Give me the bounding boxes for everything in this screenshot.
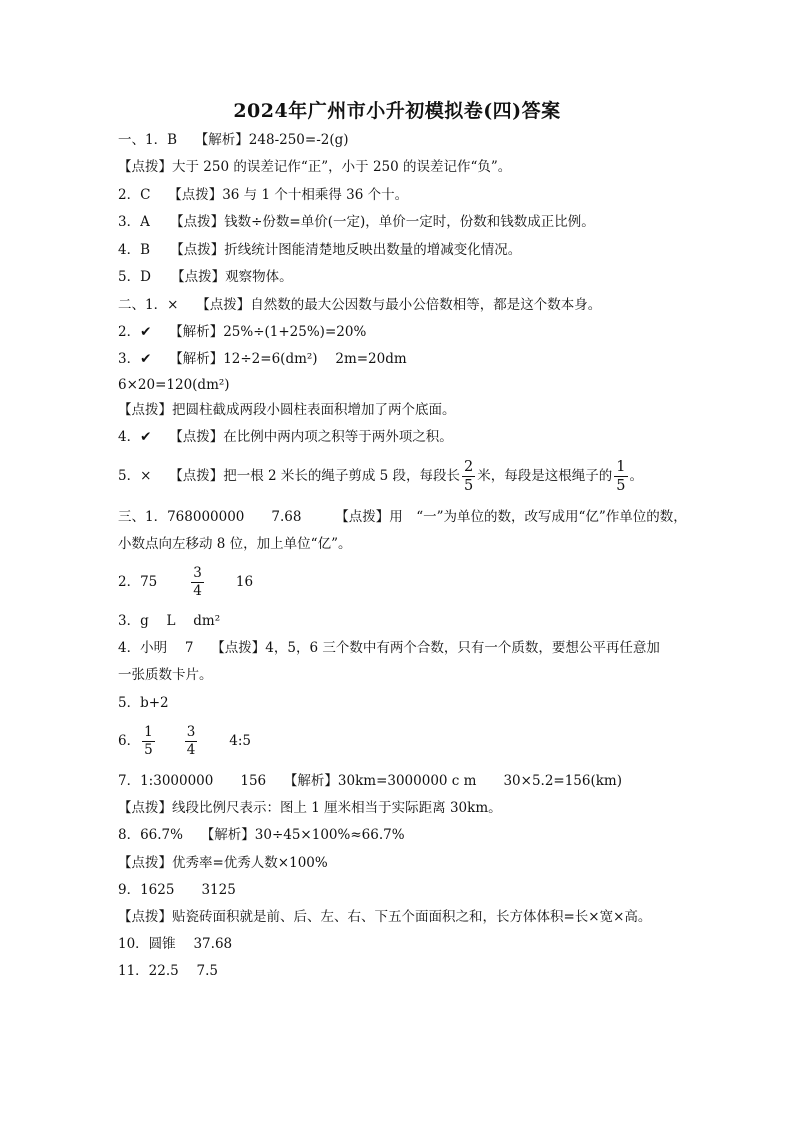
fraction-denominator: 4: [186, 742, 196, 758]
answer-line: 5．b+2: [118, 695, 169, 711]
page-title: 2024年广州市小升初模拟卷(四)答案: [233, 100, 561, 122]
answer-line: 一、1．B 【解析】248-250=-2(g): [118, 132, 349, 148]
line-text: 6．: [118, 733, 141, 749]
answer-line: 6×20=120(dm²): [118, 377, 230, 393]
fraction-numerator: 2: [464, 458, 474, 475]
answer-line: 2．✔ 【解析】25%÷(1+25%)=20%: [118, 324, 367, 340]
fraction: [462, 460, 475, 494]
answer-line: 8．66.7% 【解析】30÷45×100%≈66.7%: [118, 827, 405, 843]
line-text: 。: [629, 468, 644, 484]
answer-line: 【点拨】把圆柱截成两段小圆柱表面积增加了两个底面。: [118, 402, 456, 418]
line-text: 4:5: [229, 733, 252, 749]
fraction-denominator: 5: [144, 742, 153, 758]
line-text: 5．× 【点拨】把一根 2 米长的绳子剪成 5 段，每段长: [118, 468, 461, 484]
fraction: [191, 564, 204, 599]
answer-line: 9．1625 3125: [118, 882, 236, 898]
fraction-numerator: 3: [193, 564, 202, 581]
answer-line: 一张质数卡片。: [118, 667, 213, 683]
answer-line: 2．C 【点拨】36 与 1 个十相乘得 36 个十。: [118, 187, 409, 203]
line-text: 米，每段是这根绳子的: [477, 468, 613, 484]
answer-line: 3．A 【点拨】钱数÷份数=单价(一定)，单价一定时，份数和钱数成正比例。: [118, 214, 595, 230]
answer-line-with-fractions: [118, 558, 253, 606]
answer-line-with-fractions: [118, 716, 251, 766]
fraction: [142, 723, 155, 758]
fraction-denominator: 4: [193, 583, 202, 599]
answer-line: 【点拨】大于 250 的误差记作“正”，小于 250 的误差记作“负”。: [118, 159, 512, 175]
answer-line: 二、1．× 【点拨】自然数的最大公因数与最小公倍数相等，都是这个数本身。: [118, 297, 602, 313]
answer-line: 11．22.5 7.5: [118, 963, 218, 979]
fraction-denominator: 5: [464, 478, 474, 494]
fraction: [614, 460, 627, 494]
answer-line: 4．小明 7 【点拨】4，5，6 三个数中有两个合数，只有一个质数，要想公平再任意加: [118, 640, 660, 656]
answer-line: 3．✔ 【解析】12÷2=6(dm²) 2m=20dm: [118, 351, 407, 367]
answer-line: 三、1．768000000 7.68 【点拨】用 “一”为单位的数，改写成用“亿”作单位的数，: [118, 509, 687, 525]
fraction-numerator: 3: [186, 723, 196, 740]
answer-line: 【点拨】线段比例尺表示：图上 1 厘米相当于实际距离 30km。: [118, 800, 502, 816]
answer-line-with-fractions: [118, 452, 643, 500]
line-text: 16: [235, 574, 254, 590]
answer-line: 4．B 【点拨】折线统计图能清楚地反映出数量的增减变化情况。: [118, 242, 522, 258]
answer-line: 3．g L dm²: [118, 613, 221, 629]
answer-line: 【点拨】优秀率=优秀人数×100%: [118, 855, 328, 871]
answer-line: 【点拨】贴瓷砖面积就是前、后、左、右、下五个面面积之和，长方体体积=长×宽×高。: [118, 909, 652, 925]
answer-line: 5．D 【点拨】观察物体。: [118, 269, 293, 285]
fraction-numerator: 1: [616, 458, 626, 475]
answer-line: 4．✔ 【点拨】在比例中两内项之积等于两外项之积。: [118, 429, 453, 445]
answer-line: 10．圆锥 37.68: [118, 936, 233, 952]
fraction: [185, 723, 198, 758]
line-text: 2．75: [118, 574, 158, 590]
fraction-numerator: 1: [144, 723, 153, 740]
fraction-denominator: 5: [616, 478, 626, 494]
answer-line: 小数点向左移动 8 位，加上单位“亿”。: [118, 536, 352, 552]
answer-line: 7．1:3000000 156 【解析】30km=3000000 c m 30×5.2=156(km): [118, 773, 623, 789]
